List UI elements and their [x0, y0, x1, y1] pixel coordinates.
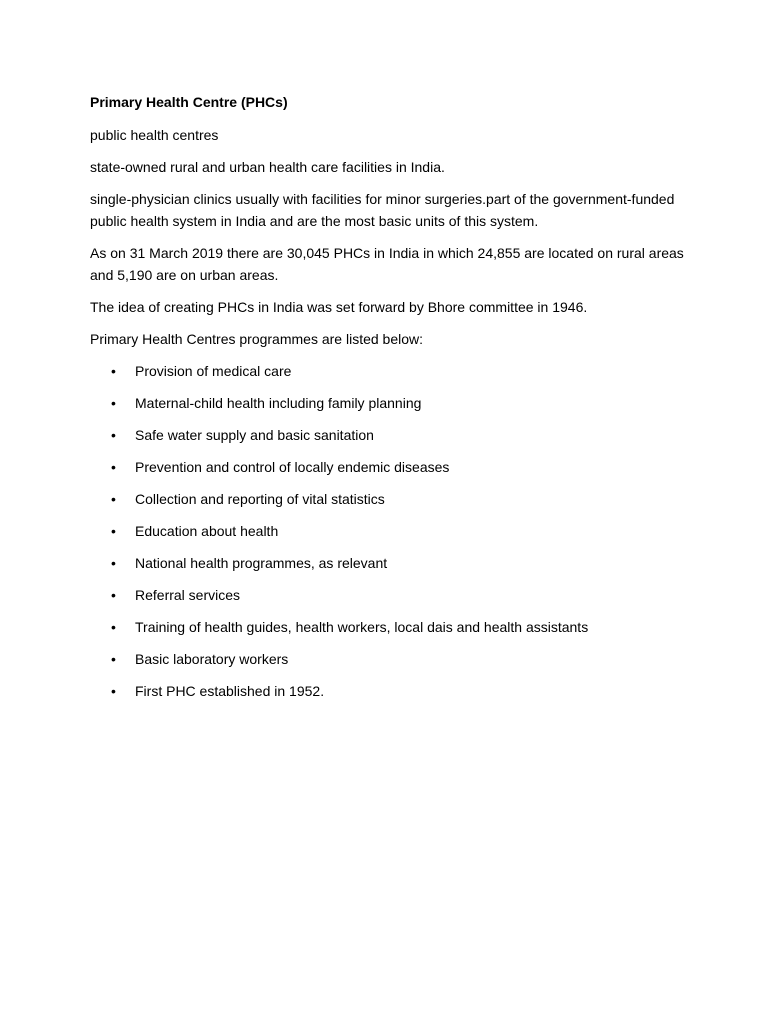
paragraph-public-health-centres: public health centres	[90, 127, 219, 143]
list-item	[90, 648, 690, 670]
bullet-icon: •	[111, 427, 116, 443]
list-item-text: Collection and reporting of vital statistics	[135, 491, 385, 507]
list-item	[90, 520, 690, 542]
paragraph-bhore-committee: The idea of creating PHCs in India was set forward by Bhore committee in 1946.	[90, 299, 588, 315]
list-item	[90, 488, 690, 510]
bullet-icon: •	[111, 587, 116, 603]
list-item-text: Prevention and control of locally endemic diseases	[135, 459, 450, 475]
bullet-icon: •	[111, 683, 116, 699]
list-item-text: Basic laboratory workers	[135, 651, 289, 667]
list-item-text: Referral services	[135, 587, 241, 603]
list-item	[90, 392, 690, 414]
paragraph-programmes-intro: Primary Health Centres programmes are listed below:	[90, 331, 424, 347]
list-item	[90, 456, 690, 478]
programmes-bullet-list	[90, 360, 690, 702]
list-item-text: First PHC established in 1952.	[135, 683, 325, 699]
bullet-icon: •	[111, 459, 116, 475]
list-item-text: National health programmes, as relevant	[135, 555, 388, 571]
list-item	[90, 616, 690, 638]
bullet-icon: •	[111, 395, 116, 411]
list-item-text: Provision of medical care	[135, 363, 292, 379]
bullet-icon: •	[111, 555, 116, 571]
list-item	[90, 680, 690, 702]
bullet-icon: •	[111, 619, 116, 635]
bullet-icon: •	[111, 651, 116, 667]
paragraph-state-owned: state-owned rural and urban health care facilities in India.	[90, 159, 445, 175]
list-item	[90, 552, 690, 574]
paragraph-phc-count: As on 31 March 2019 there are 30,045 PHCs in India in which 24,855 are located on rural areas and 5,190 are on urban areas.	[90, 245, 684, 283]
list-item	[90, 584, 690, 606]
list-item	[90, 424, 690, 446]
list-item-text: Education about health	[135, 523, 279, 539]
list-item	[90, 360, 690, 382]
list-item-text: Safe water supply and basic sanitation	[135, 427, 374, 443]
document-title: Primary Health Centre (PHCs)	[90, 94, 288, 110]
bullet-icon: •	[111, 523, 116, 539]
list-item-text: Training of health guides, health workers, local dais and health assistants	[135, 619, 589, 635]
document-body	[90, 92, 690, 712]
paragraph-single-physician: single-physician clinics usually with facilities for minor surgeries.part of the government-funded public health system in India and are the most basic units of this system.	[90, 191, 675, 229]
bullet-icon: •	[111, 363, 116, 379]
list-item-text: Maternal-child health including family planning	[135, 395, 422, 411]
bullet-icon: •	[111, 491, 116, 507]
